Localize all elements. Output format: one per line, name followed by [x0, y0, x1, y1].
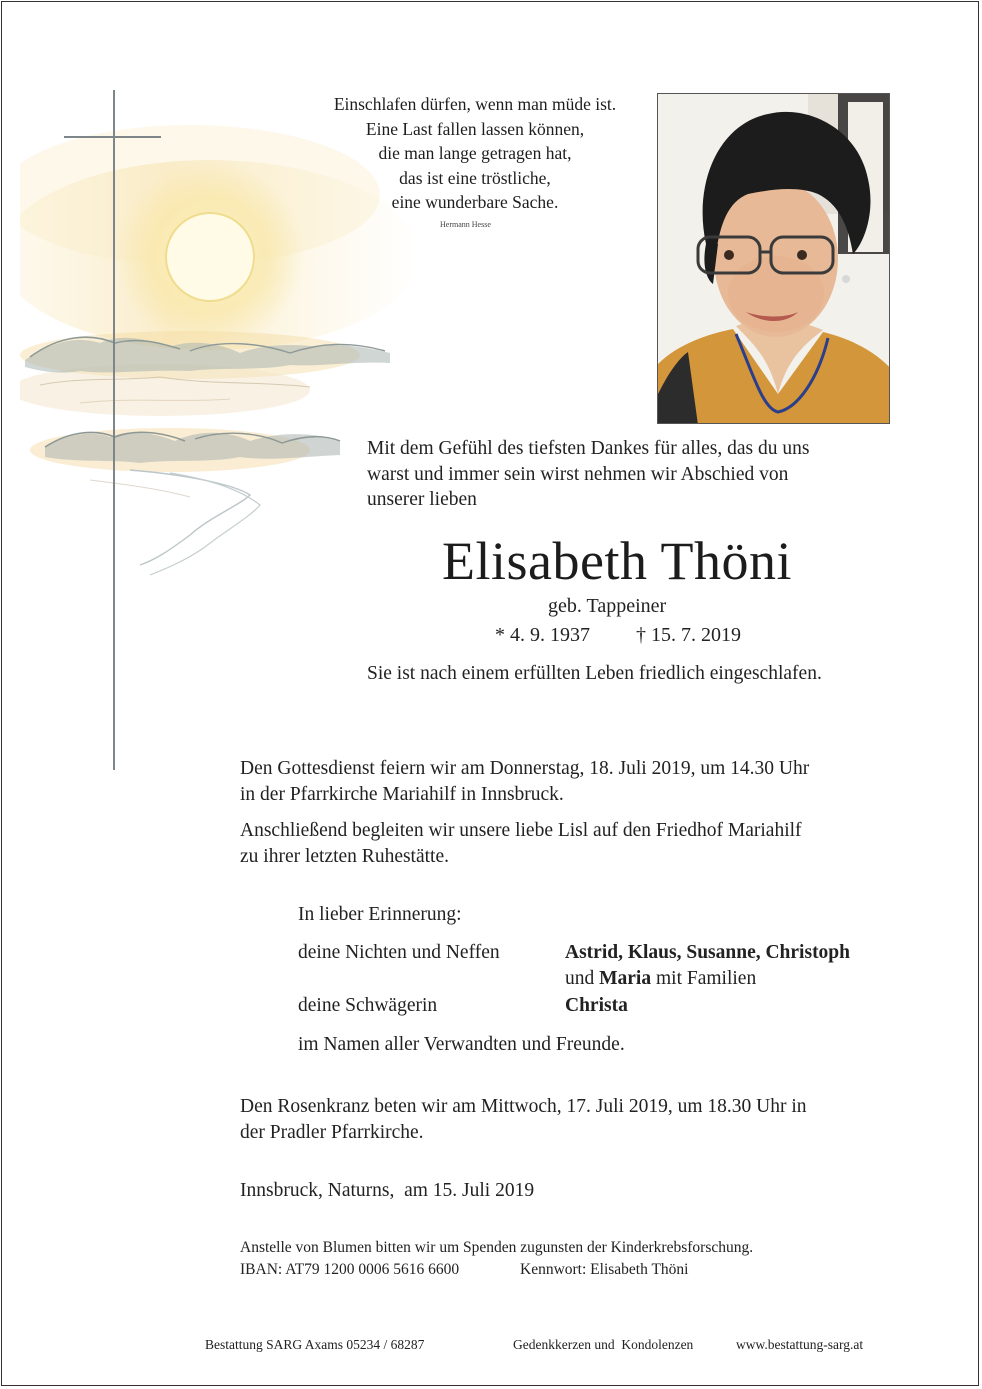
quote-line: das ist eine tröstliche, [399, 167, 551, 188]
service-line: Den Gottesdienst feiern wir am Donnerstag, 18. Juli 2019, um 14.30 Uhr [240, 758, 810, 779]
place-date: Innsbruck, Naturns, am 15. Juli 2019 [240, 1180, 535, 1201]
peace-statement: Sie ist nach einem erfüllten Leben friedlich eingeschlafen. [367, 663, 822, 684]
service-line: in der Pfarrkirche Mariahilf in Innsbruck. [240, 784, 564, 805]
mourner-relation: deine Nichten und Neffen [298, 942, 500, 963]
footer-funeral-home: Bestattung SARG Axams 05234 / 68287 [205, 1337, 425, 1352]
rosary-line: Den Rosenkranz beten wir am Mittwoch, 17. Juli 2019, um 18.30 Uhr in [240, 1096, 807, 1117]
donation-note: Anstelle von Blumen bitten wir um Spenden zugunsten der Kinderkrebsforschung. [240, 1239, 754, 1256]
rosary-line: der Pradler Pfarrkirche. [240, 1122, 424, 1143]
quote-block [290, 92, 660, 215]
burial-line: zu ihrer letzten Ruhestätte. [240, 846, 449, 867]
footer-website-link[interactable]: www.bestattung-sarg.at [736, 1337, 864, 1352]
names-bold: Maria [599, 968, 652, 989]
quote-line: die man lange getragen hat, [378, 143, 572, 163]
mourner-names-continued [565, 968, 756, 990]
burial-paragraph [240, 818, 900, 870]
donation-keyword: Kennwort: Elisabeth Thöni [520, 1261, 689, 1278]
donation-iban: IBAN: AT79 1200 0006 5616 6600 [240, 1261, 460, 1278]
death-date: † 15. 7. 2019 [636, 624, 741, 646]
quote-line: eine wunderbare Sache. [391, 192, 559, 212]
quote-author: Hermann Hesse [440, 220, 491, 229]
quote-line: Eine Last fallen lassen können, [365, 118, 585, 139]
quote-line: Einschlafen dürfen, wenn man müde ist. [333, 94, 617, 114]
mourner-names: Astrid, Klaus, Susanne, Christoph [565, 942, 850, 963]
footer-condolences: Gedenkkerzen und Kondolenzen [513, 1337, 694, 1352]
rosary-paragraph [240, 1094, 900, 1146]
portrait-photo [657, 93, 890, 424]
intro-line: Mit dem Gefühl des tiefsten Dankes für alles, das du uns [367, 438, 810, 459]
burial-line: Anschließend begleiten wir unsere liebe Lisl auf den Friedhof Mariahilf [240, 820, 802, 841]
farewell-intro [367, 436, 892, 513]
birth-date: * 4. 9. 1937 [495, 624, 590, 646]
deceased-name: Elisabeth Thöni [442, 531, 792, 591]
mourners-closing: im Namen aller Verwandten und Freunde. [298, 1034, 625, 1055]
birth-name: geb. Tappeiner [548, 595, 667, 617]
mourners-heading: In lieber Erinnerung: [298, 904, 462, 925]
intro-line: unserer lieben [367, 489, 477, 510]
names-suffix: mit Familien [651, 968, 757, 989]
names-prefix: und [565, 968, 600, 989]
intro-line: warst und immer sein wirst nehmen wir Abschied von [367, 463, 789, 485]
mourner-relation: deine Schwägerin [298, 995, 438, 1016]
service-paragraph [240, 756, 900, 808]
mourner-names: Christa [565, 995, 628, 1016]
